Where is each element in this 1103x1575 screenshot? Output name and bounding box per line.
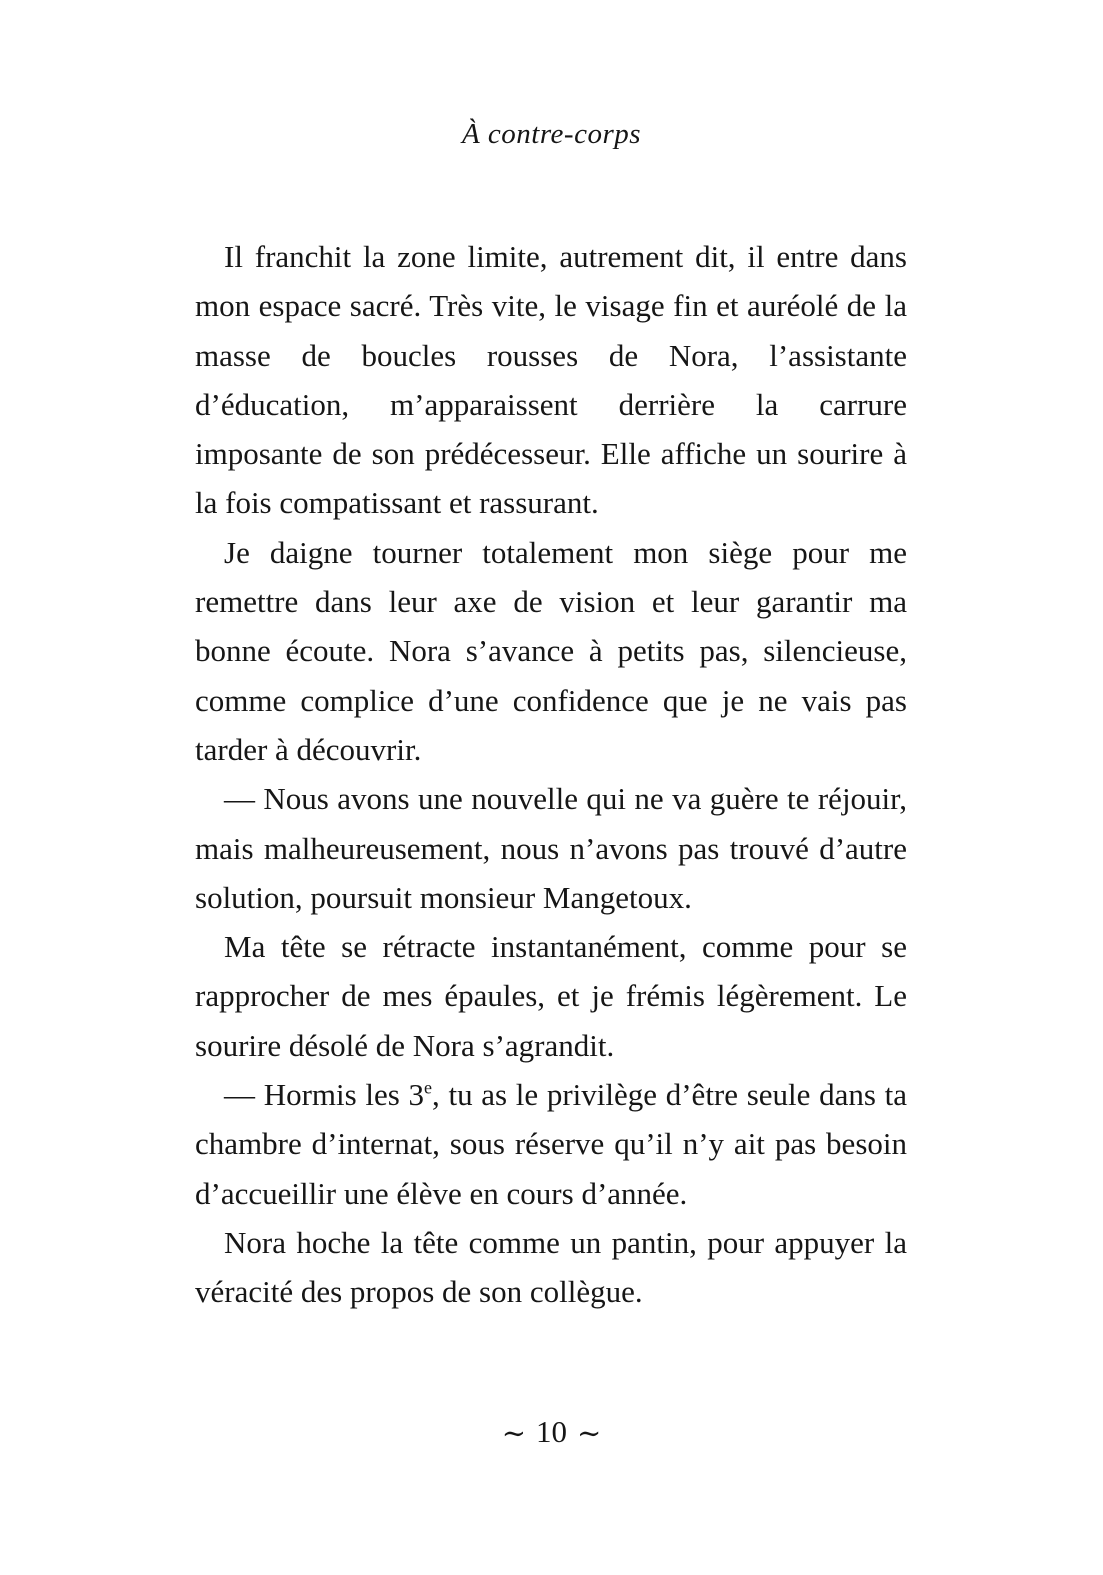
page-footer bbox=[0, 1414, 1103, 1450]
paragraph: — Nous avons une nouvelle qui ne va guère te réjouir, mais malheureusement, nous n’avons pas trouvé d’autre solution, poursuit monsieur Mangetoux. bbox=[195, 781, 907, 915]
footer-ornament-left: ∼ bbox=[501, 1418, 526, 1450]
page-number: 10 bbox=[536, 1414, 567, 1449]
paragraph bbox=[195, 1070, 907, 1218]
superscript: e bbox=[424, 1077, 433, 1098]
paragraph: Ma tête se rétracte instantanément, comme pour se rapprocher de mes épaules, et je frémis légèrement. Le sourire désolé de Nora s’agrandit. bbox=[195, 929, 907, 1063]
text-segment: — Hormis les 3 bbox=[224, 1077, 425, 1113]
running-header: À contre-corps bbox=[461, 118, 642, 150]
paragraph: Je daigne tourner totalement mon siège pour me remettre dans leur axe de vision et leur garantir ma bonne écoute. Nora s’avance à petits pas, silencieuse, comme complice d’une confidence que je ne vais pas tarder à découvrir. bbox=[195, 534, 907, 767]
body-text bbox=[195, 232, 907, 1317]
footer-ornament-right: ∼ bbox=[577, 1418, 602, 1450]
paragraph: Nora hoche la tête comme un pantin, pour appuyer la véracité des propos de son collègue. bbox=[195, 1224, 907, 1310]
text-segment: , tu as le privilège d’être seule dans ta chambre d’internat, sous réserve qu’il n’y ait pas besoin d’accueillir une élève en cours d’année. bbox=[195, 1077, 907, 1211]
paragraph: Il franchit la zone limite, autrement dit, il entre dans mon espace sacré. Très vite, le visage fin et auréolé de la masse de boucles rousses de Nora, l’assistante d’éducation, m’apparaissent derrière la carrure imposante de son prédécesseur. Elle affiche un sourire à la fois compatissant et rassurant. bbox=[195, 239, 907, 521]
